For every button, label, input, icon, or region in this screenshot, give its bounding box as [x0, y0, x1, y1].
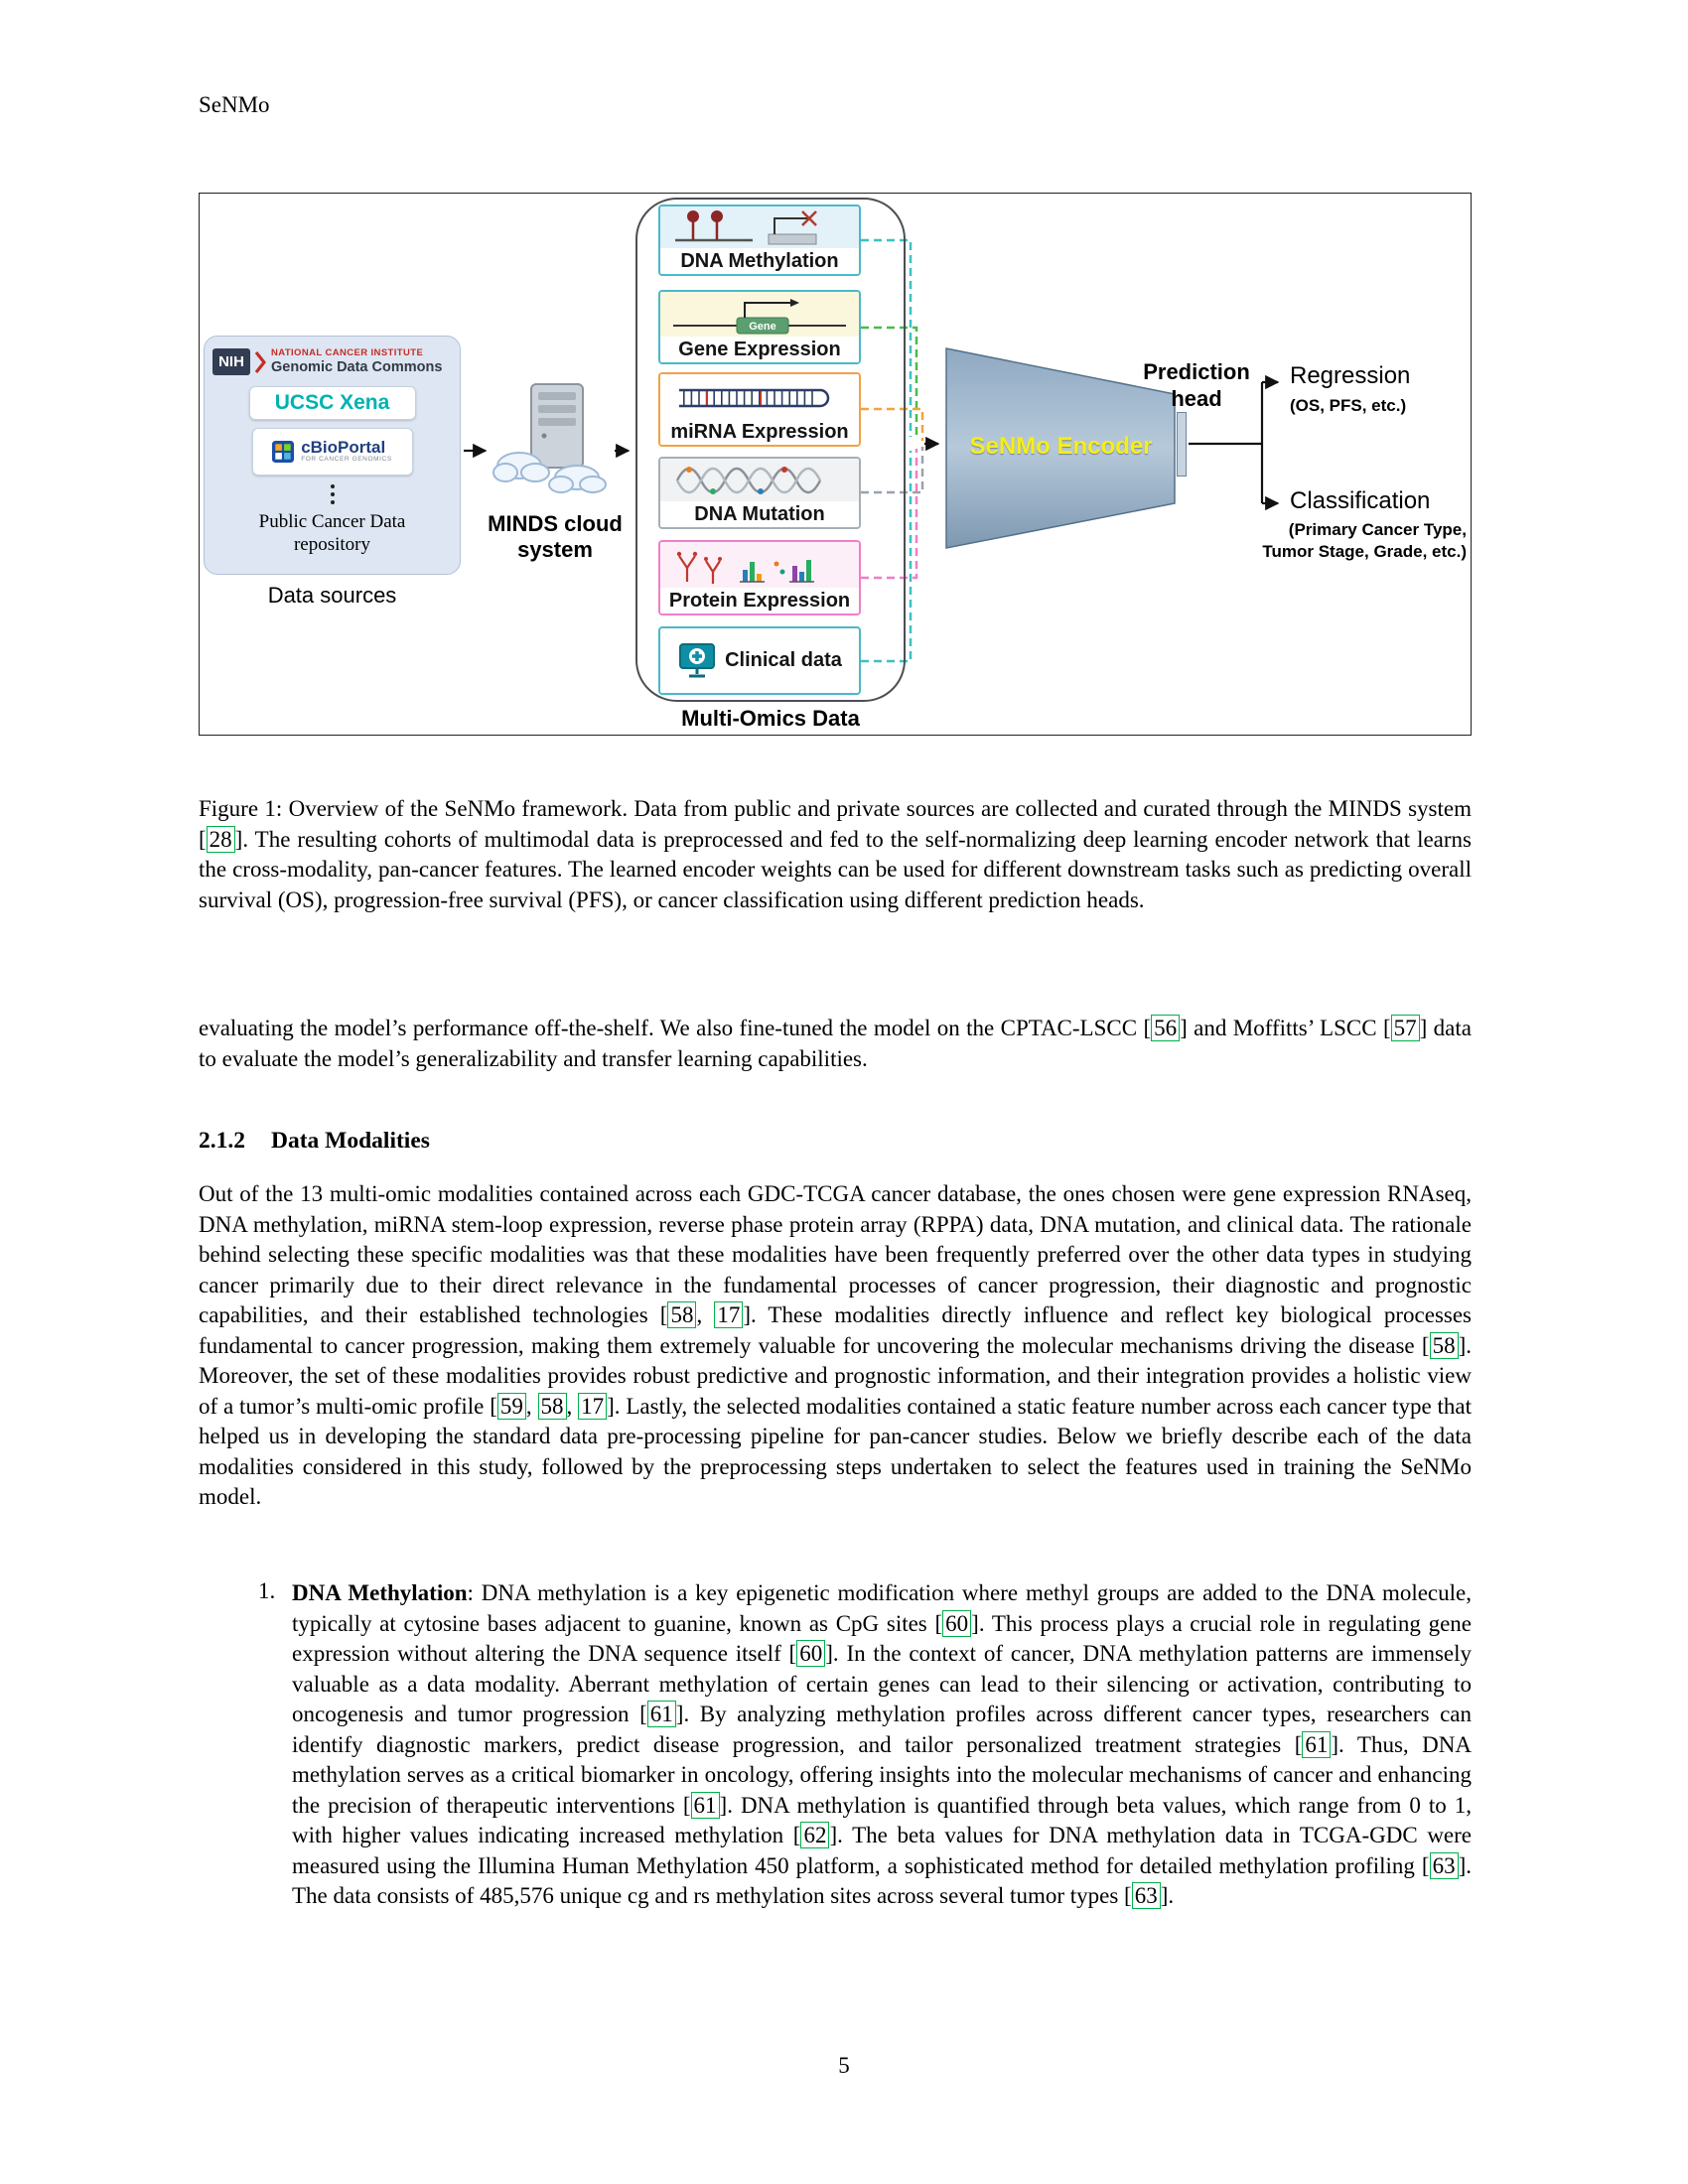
data-sources-label: Data sources [267, 583, 397, 608]
prediction-head-line2: head [1171, 386, 1222, 411]
prediction-head-label [1121, 358, 1272, 412]
page-number: 5 [838, 2053, 850, 2078]
methylation-lollipop-icon [665, 206, 854, 248]
figure-caption: Figure 1: Overview of the SeNMo framework. Data from public and private sources are collected and curated through the MINDS system [ 28 ]. The resulting cohorts of multimodal data is preprocessed and fed to the self-normalizing deep learning encoder network that learns the cross-modality, pan-cancer features. The learned encoder weights can be used for different downstream tasks such as predicting overall survival (OS), progression-free survival (PFS), or cancer classification using different prediction heads. [199, 796, 1472, 912]
modality-label: Gene Expression [660, 337, 859, 362]
nih-gdc-logo [212, 348, 452, 376]
figure-1-panel [199, 193, 1472, 736]
running-head: SeNMo [199, 92, 270, 117]
citation-link[interactable]: 61 [1302, 1731, 1331, 1758]
modality-box-protein-expression [658, 540, 861, 615]
antibody-array-icon [665, 544, 854, 586]
mirna-hairpin-icon [665, 376, 854, 418]
gdc-label: Genomic Data Commons [271, 358, 443, 375]
classification-sub-line1: (Primary Cancer Type, [1288, 520, 1467, 539]
citation-link[interactable]: 61 [647, 1701, 676, 1727]
citation-link[interactable]: 60 [942, 1610, 971, 1637]
citation-link[interactable]: 58 [1430, 1332, 1459, 1359]
dna-helix-icon [665, 460, 854, 501]
clinical-monitor-icon [677, 641, 717, 681]
ucsc-xena-logo[interactable] [249, 386, 416, 420]
list-marker: 1. [258, 1578, 276, 1603]
body-paragraph-modalities: Out of the 13 multi-omic modalities contained across each GDC-TCGA cancer database, the ones chosen were gene expression RNAseq, DNA methylation, miRNA stem-loop expression, reverse phase protein array (RPPA) data, DNA mutation, and clinical data. The rationale behind selecting these specific modalities was that these modalities have been frequently preferred over the other data types in studying cancer primarily due to their direct relevance in the fundamental processes of cancer progression, their diagnostic and prognostic capabilities, and their established technologies [ 58 , 17 ]. These modalities directly influence and reflect key biological processes fundamental to cancer progression, making them extremely valuable for uncovering the molecular mechanisms driving the disease [ 58 ]. Moreover, the set of these modalities provides robust predictive and prognostic information, and their integration provides a holistic view of a tumor’s multi-omic profile [ 59 , 58 , 17 ]. Lastly, the selected modalities contained a static feature number across each cancer type that helped us in developing the standard data pre-processing pipeline for pan-cancer studies. Below we briefly describe each of the data modalities considered in this study, followed by the preprocessing steps undertaken to select the features used in training the SeNMo model. [199, 1181, 1473, 1509]
citation-link[interactable]: 58 [667, 1301, 696, 1328]
classification-sub-line2: Tumor Stage, Grade, etc.) [1262, 542, 1467, 561]
cbioportal-subtitle: FOR CANCER GENOMICS [301, 456, 392, 464]
list-item-dna-methylation: DNA Methylation: DNA methylation is a key epigenetic modification where methyl groups are added to the DNA molecule, typically at cytosine bases adjacent to guanine, known as CpG sites [ 60 ]. This process plays a crucial role in regulating gene expression without altering the DNA sequence itself [ 60 ]. In the context of cancer, DNA methylation patterns are immensely valuable as a data modality. Aberrant methylation of certain genes can lead to their silencing or activation, contributing to oncogenesis and tumor progression [ 61 ]. By analyzing methylation profiles across different cancer types, researchers can identify diagnostic markers, predict disease progression, and tailor personalized treatment strategies [ 61 ]. Thus, DNA methylation serves as a critical biomarker in oncology, offering insights into the molecular mechanisms of cancer and enhancing the precision of therapeutic interventions [ 61 ]. DNA methylation is quantified through beta values, which range from 0 to 1, with higher values indicating increased methylation [ 62 ]. The beta values for DNA methylation data in TCGA-GDC were measured using the Illumina Human Methylation 450 platform, a sophisticated method for detailed methylation profiling [ 63 ]. The data consists of 485,576 unique cg and rs methylation sites across several tumor types [ 63 ]. [292, 1580, 1473, 1908]
prediction-head-bar [1177, 412, 1187, 477]
classification-output-label: Classification [1290, 487, 1431, 514]
modality-box-gene-expression [658, 290, 861, 364]
data-sources-panel [204, 336, 461, 575]
citation-link[interactable]: 17 [714, 1301, 743, 1328]
citation-link[interactable]: 63 [1430, 1852, 1459, 1879]
citation-link[interactable]: 56 [1151, 1015, 1180, 1041]
regression-output-sub: (OS, PFS, etc.) [1290, 396, 1407, 415]
section-title: Data Modalities [271, 1128, 430, 1154]
modality-label: DNA Methylation [660, 248, 859, 274]
minds-cloud-server-icon [490, 378, 619, 507]
citation-link[interactable]: 28 [207, 826, 235, 853]
citation-link[interactable]: 61 [691, 1792, 720, 1819]
multi-omics-data-label: Multi-Omics Data [681, 706, 860, 731]
modality-label: Clinical data [725, 649, 842, 671]
repository-caption [205, 510, 460, 556]
nih-chevron-icon [255, 350, 266, 374]
ucsc-xena-label: UCSC Xena [274, 390, 390, 414]
modality-label: miRNA Expression [660, 419, 859, 445]
minds-label-line1: MINDS cloud [488, 511, 623, 536]
modality-box-clinical-data [658, 626, 861, 695]
body-paragraph-continuation: evaluating the model’s performance off-the-shelf. We also fine-tuned the model on the CPTAC-LSCC [ 56 ] and Moffitts’ LSCC [ 57 ] data to evaluate the model’s generalizability and transfer learning capabilities. [199, 1016, 1472, 1071]
repository-line1: Public Cancer Data [258, 510, 406, 532]
more-sources-ellipsis-icon [205, 484, 460, 504]
citation-link[interactable]: 17 [578, 1393, 607, 1420]
citation-link[interactable]: 58 [538, 1393, 567, 1420]
cbioportal-icon [272, 441, 294, 463]
gene-arrow-icon [665, 294, 854, 336]
minds-label-line2: system [517, 537, 593, 562]
minds-label [476, 511, 634, 563]
modality-box-dna-mutation [658, 457, 861, 529]
classification-output-sub [1218, 519, 1467, 563]
citation-link[interactable]: 63 [1132, 1882, 1161, 1909]
citation-link[interactable]: 59 [497, 1393, 526, 1420]
modality-box-mirna-expression [658, 372, 861, 447]
modality-label: DNA Mutation [660, 501, 859, 527]
modality-box-dna-methylation [658, 205, 861, 276]
section-heading [199, 1128, 430, 1155]
citation-link[interactable]: 57 [1391, 1015, 1420, 1041]
gene-icon-text: Gene [749, 320, 776, 333]
section-number: 2.1.2 [199, 1128, 245, 1154]
citation-link[interactable]: 60 [796, 1640, 825, 1667]
nih-logo-badge: NIH [212, 348, 250, 375]
repository-line2: repository [293, 533, 371, 555]
prediction-head-line1: Prediction [1143, 359, 1250, 384]
cbioportal-logo[interactable] [252, 428, 413, 476]
gdc-wordmark [271, 348, 442, 376]
citation-link[interactable]: 62 [800, 1822, 829, 1848]
encoder-label: SeNMo Encoder [969, 433, 1153, 460]
modality-label: Protein Expression [660, 588, 859, 614]
nci-label: NATIONAL CANCER INSTITUTE [271, 347, 424, 358]
cbioportal-label: cBioPortal [301, 438, 386, 458]
regression-output-label: Regression [1290, 362, 1411, 389]
